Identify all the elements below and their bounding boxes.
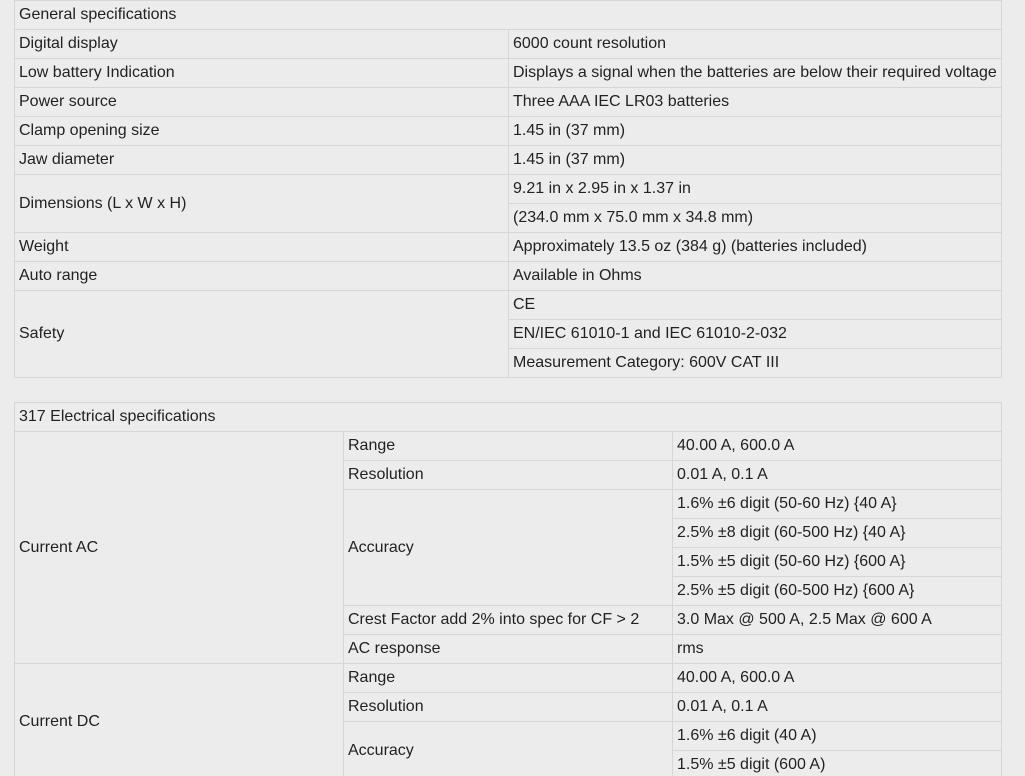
- spec-value: 9.21 in x 2.95 in x 1.37 in: [509, 175, 1002, 204]
- spec-label: Power source: [15, 88, 509, 117]
- section-title: 317 Electrical specifications: [15, 403, 1002, 432]
- param-label: Range: [344, 432, 673, 461]
- spec-value: EN/IEC 61010-1 and IEC 61010-2-032: [509, 320, 1002, 349]
- spec-label: Safety: [15, 291, 509, 378]
- table-row: [15, 146, 1002, 175]
- spec-value: Displays a signal when the batteries are below their required voltage: [509, 59, 1002, 88]
- table-row: [15, 30, 1002, 59]
- spec-value: Approximately 13.5 oz (384 g) (batteries included): [509, 233, 1002, 262]
- table-row: [15, 233, 1002, 262]
- table-header-row: [15, 1, 1002, 30]
- param-label: Accuracy: [344, 722, 673, 776]
- electrical-specifications-table: [14, 402, 1002, 776]
- table-row: [15, 432, 1002, 461]
- param-value: 1.6% ±6 digit (50-60 Hz) {40 A}: [673, 490, 1002, 519]
- section-title: General specifications: [15, 1, 1002, 30]
- param-label: Range: [344, 664, 673, 693]
- spec-label: Digital display: [15, 30, 509, 59]
- spec-label: Dimensions (L x W x H): [15, 175, 509, 233]
- param-value: 2.5% ±8 digit (60-500 Hz) {40 A}: [673, 519, 1002, 548]
- spec-label: Weight: [15, 233, 509, 262]
- table-row: [15, 59, 1002, 88]
- param-label: Crest Factor add 2% into spec for CF > 2: [344, 606, 673, 635]
- general-specifications-table: [14, 0, 1002, 378]
- param-value: 3.0 Max @ 500 A, 2.5 Max @ 600 A: [673, 606, 1002, 635]
- spec-value: CE: [509, 291, 1002, 320]
- group-label: Current AC: [15, 432, 344, 664]
- param-value: 2.5% ±5 digit (60-500 Hz) {600 A}: [673, 577, 1002, 606]
- spec-label: Auto range: [15, 262, 509, 291]
- spec-value: 6000 count resolution: [509, 30, 1002, 59]
- spec-value: (234.0 mm x 75.0 mm x 34.8 mm): [509, 204, 1002, 233]
- spec-label: Jaw diameter: [15, 146, 509, 175]
- param-value: 1.5% ±5 digit (600 A): [673, 751, 1002, 776]
- spec-label: Clamp opening size: [15, 117, 509, 146]
- spec-value: Available in Ohms: [509, 262, 1002, 291]
- param-value: 1.5% ±5 digit (50-60 Hz) {600 A}: [673, 548, 1002, 577]
- table-row: [15, 117, 1002, 146]
- param-value: 1.6% ±6 digit (40 A): [673, 722, 1002, 751]
- param-label: Resolution: [344, 693, 673, 722]
- param-label: Accuracy: [344, 490, 673, 606]
- param-value: 40.00 A, 600.0 A: [673, 664, 1002, 693]
- param-value: 0.01 A, 0.1 A: [673, 461, 1002, 490]
- spec-value: Measurement Category: 600V CAT III: [509, 349, 1002, 378]
- table-row: [15, 175, 1002, 204]
- param-value: 40.00 A, 600.0 A: [673, 432, 1002, 461]
- table-row: [15, 664, 1002, 693]
- param-value: 0.01 A, 0.1 A: [673, 693, 1002, 722]
- param-label: Resolution: [344, 461, 673, 490]
- group-label: Current DC: [15, 664, 344, 776]
- spec-value: 1.45 in (37 mm): [509, 146, 1002, 175]
- spec-value: 1.45 in (37 mm): [509, 117, 1002, 146]
- param-value: rms: [673, 635, 1002, 664]
- spec-label: Low battery Indication: [15, 59, 509, 88]
- table-header-row: [15, 403, 1002, 432]
- table-row: [15, 262, 1002, 291]
- param-label: AC response: [344, 635, 673, 664]
- table-row: [15, 291, 1002, 320]
- table-row: [15, 88, 1002, 117]
- spec-value: Three AAA IEC LR03 batteries: [509, 88, 1002, 117]
